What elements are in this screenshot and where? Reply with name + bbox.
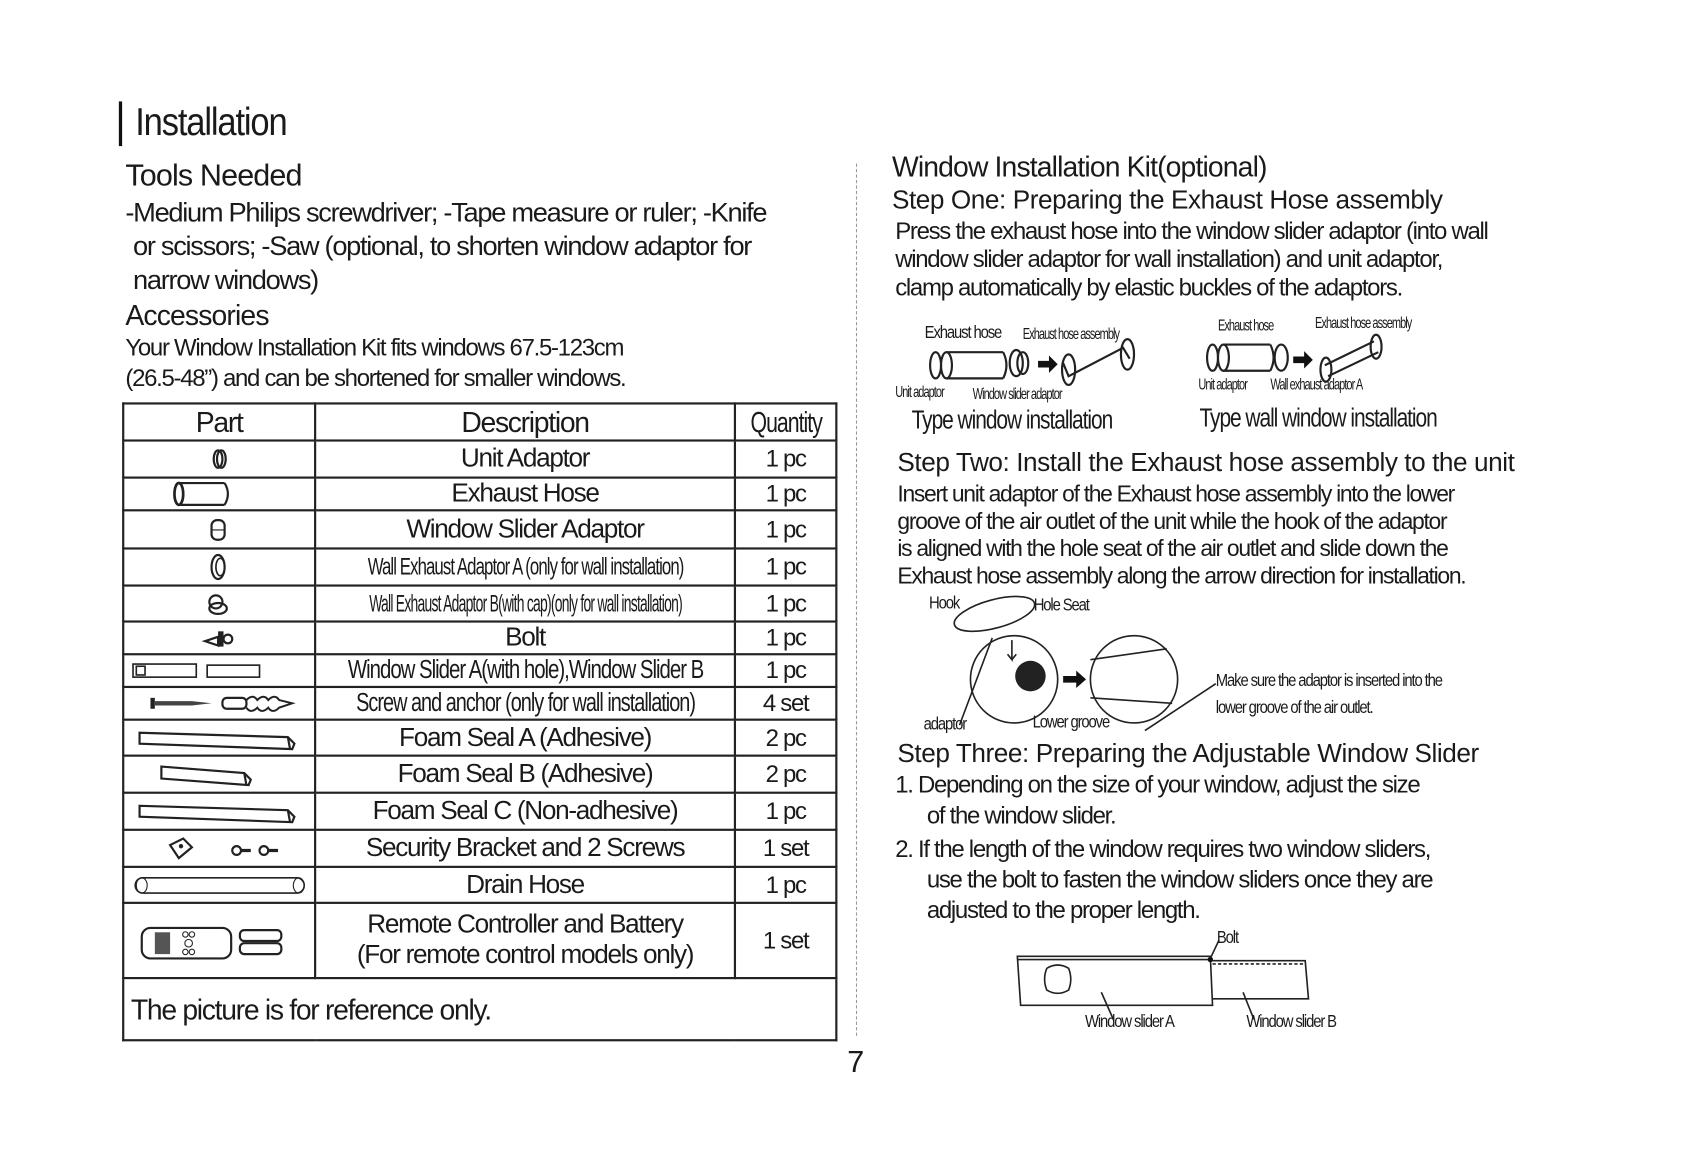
row-quantity: 1 set [762,834,809,862]
row-quantity: 1 pc [765,797,806,825]
table-row [123,586,836,622]
table-row [123,441,836,478]
header-quantity: Quantity [749,405,822,439]
unit-adaptor-icon [124,443,312,476]
row-quantity: 1 pc [765,656,806,684]
table-row [123,687,836,720]
label-exhaust-hose: Exhaust hose [1217,316,1274,334]
label-unit-adaptor: Unit adaptor [1198,375,1247,393]
row-description-note: (For remote control models only) [356,940,694,970]
window-slider-icon [124,656,312,684]
step-three-heading: Step Three: Preparing the Adjustable Window Slider [897,739,1479,769]
row-quantity: 1 pc [765,589,806,617]
row-description: Wall Exhaust Adaptor A (only for wall installation) [367,552,683,581]
table-row [123,654,836,687]
accessories-heading: Accessories [125,298,269,332]
page-title: Installation [135,99,287,144]
accessories-line: (26.5-48”) and can be shortened for smaller windows. [125,364,626,392]
exhaust-hose-icon [124,480,312,508]
label-window-slider-a: Window slider A [1084,1012,1174,1032]
row-description: Foam Seal C (Non-adhesive) [372,795,678,826]
screw-anchor-icon [124,689,312,717]
row-description: Unit Adaptor [460,443,590,474]
label-unit-adaptor: Unit adaptor [895,382,944,401]
header-description: Description [461,405,589,439]
label-exhaust-hose: Exhaust hose [924,323,1002,343]
foam-seal-icon [124,795,312,828]
tools-line: or scissors; -Saw (optional, to shorten window adaptor for [133,231,752,262]
step-one-heading: Step One: Preparing the Exhaust Hose assembly [891,185,1443,215]
row-description: Window Slider Adaptor [406,514,644,544]
foam-seal-icon [124,721,312,754]
row-description: Window Slider A(with hole),Window Slider B [347,655,703,685]
table-note-row [123,978,836,1040]
step-two-heading: Step Two: Install the Exhaust hose assembly to the unit [897,448,1515,478]
table-row [123,478,836,511]
table-row [123,903,836,978]
kit-heading: Window Installation Kit(optional) [891,150,1267,184]
row-quantity: 4 set [762,689,809,717]
tools-line: narrow windows) [133,264,318,296]
row-quantity: 1 pc [765,515,806,543]
label-adaptor: adaptor [923,715,967,734]
label-lower-groove: Lower groove [1032,713,1110,732]
label-window-slider-adaptor: Window slider adaptor [972,384,1062,403]
caption-type-window: Type window installation [911,405,1113,436]
window-slider-adaptor-icon [124,513,312,546]
step-two-line: Insert unit adaptor of the Exhaust hose assembly into the lower [897,481,1454,508]
row-quantity: 1 pc [765,870,806,898]
page-number: 7 [847,1044,863,1079]
row-description: Screw and anchor (only for wall installation) [355,688,695,718]
label-window-slider-b: Window slider B [1246,1012,1336,1032]
row-description: Bolt [505,622,545,653]
label-exhaust-hose-assembly: Exhaust hose assembly [1315,314,1412,332]
accessories-line: Your Window Installation Kit fits windows 67.5-123cm [125,333,624,361]
reference-note: The picture is for reference only. [130,992,491,1026]
table-header-row [123,403,836,440]
label-wall-exhaust-adaptor-a: Wall exhaust adaptor A [1270,375,1363,393]
label-bolt: Bolt [1216,929,1239,948]
security-bracket-icon [124,832,312,865]
step-two-line: is aligned with the hole seat of the air outlet and slide down the [897,536,1448,562]
heading-bar [119,101,122,146]
step-two-line: groove of the air outlet of the unit while the hook of the adaptor [897,509,1447,535]
step-three-item: use the bolt to fasten the window sliders once they are [926,865,1433,894]
row-description: Security Bracket and 2 Screws [365,833,685,863]
caption-type-wall: Type wall window installation [1199,403,1437,433]
drain-hose-icon [124,869,312,902]
label-hook: Hook [929,594,960,613]
row-quantity: 1 pc [765,552,806,581]
table-row [123,867,836,903]
row-quantity: 1 pc [765,479,806,508]
tools-heading: Tools Needed [125,158,302,192]
row-description: Foam Seal B (Adhesive) [397,758,653,789]
step-one-line: window slider adaptor for wall installation) and unit adaptor, [895,245,1443,273]
remote-description [357,909,693,972]
tools-line: -Medium Philips screwdriver; -Tape measure or ruler; -Knife [125,197,767,228]
step-three-item: of the window slider. [926,801,1116,829]
adaptor-note-line: lower groove of the air outlet. [1215,698,1373,718]
foam-seal-icon [124,758,312,791]
table-row [123,548,836,585]
row-quantity: 1 set [762,926,809,954]
adaptor-note-line: Make sure the adaptor is inserted into the [1215,671,1442,691]
accessories-table [122,402,837,1041]
table-row [123,830,836,867]
step-three-item: 1. Depending on the size of your window, adjust the size [895,770,1420,799]
table-row [123,793,836,830]
row-quantity: 1 pc [765,444,806,473]
wall-exhaust-adaptor-b-icon [124,587,312,620]
label-exhaust-hose-assembly: Exhaust hose assembly [1022,324,1120,343]
wall-exhaust-adaptor-a-icon [124,551,312,584]
row-description: Foam Seal A (Adhesive) [399,722,652,752]
row-quantity: 1 pc [765,623,806,651]
column-divider [856,164,857,1036]
table-row [123,756,836,793]
remote-controller-icon [124,919,312,963]
step-three-item: adjusted to the proper length. [926,896,1200,924]
table-row [123,622,836,655]
label-hole-seat: Hole Seat [1033,596,1089,615]
table-row [123,510,836,548]
row-description: Drain Hose [466,869,584,900]
row-description: Wall Exhaust Adaptor B(with cap)(only for wall installation) [368,589,682,617]
window-slider-diagram [1014,938,1319,1020]
step-one-line: clamp automatically by elastic buckles of the adaptors. [895,273,1402,301]
row-description: Remote Controller and Battery [367,909,683,939]
step-one-line: Press the exhaust hose into the window slider adaptor (into wall [895,216,1488,245]
step-three-item: 2. If the length of the window requires two window sliders, [895,835,1431,863]
bolt-icon [124,624,312,652]
row-description: Exhaust Hose [451,478,599,509]
header-part: Part [195,405,243,439]
step-two-line: Exhaust hose assembly along the arrow direction for installation. [897,563,1466,589]
row-quantity: 2 pc [765,760,806,788]
table-row [123,720,836,756]
row-quantity: 2 pc [765,723,806,751]
